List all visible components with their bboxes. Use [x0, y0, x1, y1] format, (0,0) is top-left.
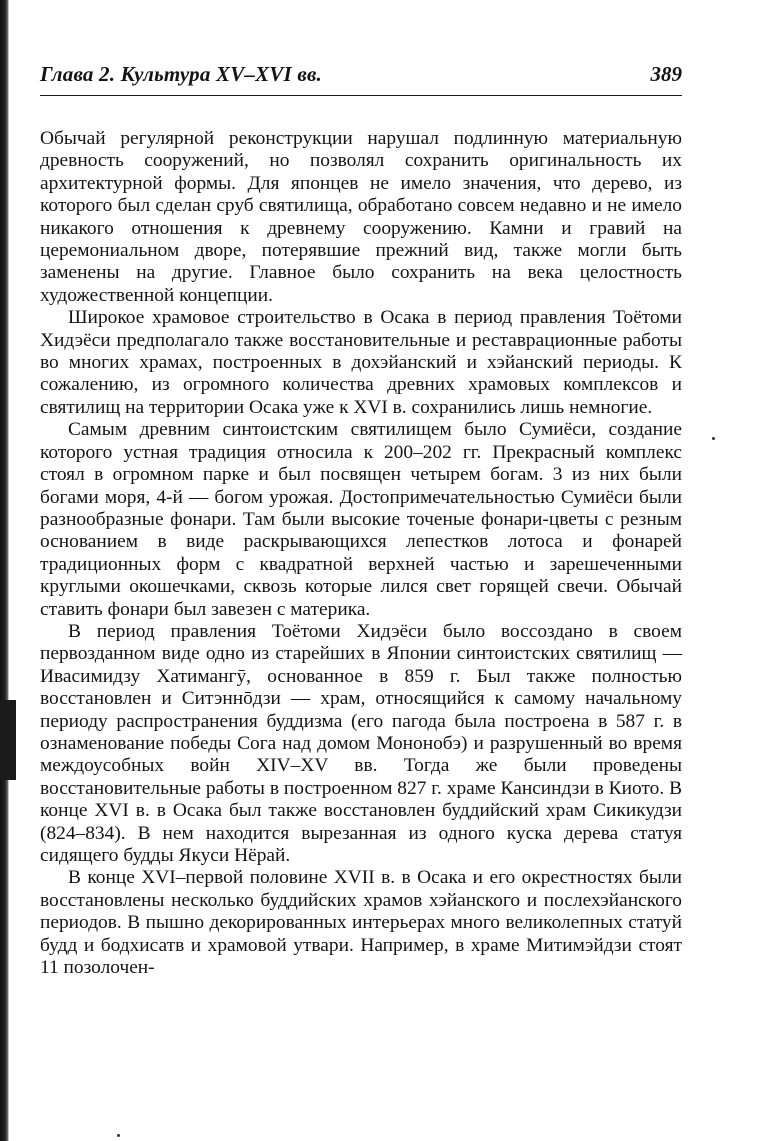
paragraph-1: Обычай регулярной реконструкции нарушал подлинную материальную древность сооружений, но позволял сохранить оригинальность их архитектурной формы. Для японцев не имело значения, что дерево, из которого был сделан сруб святилища, обработано совсем недавно и не имело никакого отношения к древнему сооружению. Камни и гравий на церемониальном дворе, потерявшие прежний вид, также могли быть заменены на другие. Главное было сохранить на века целостность художественной концепции.	[40, 128, 682, 306]
scan-binding-edge	[0, 0, 9, 1141]
body-text	[40, 128, 682, 979]
running-title: Глава 2. Культура XV–XVI вв.	[40, 62, 322, 86]
paragraph-2: Широкое храмовое строительство в Осака в период правления Тоётоми Хидэёси предполагало также восстановительные и реставрационные работы во многих храмах, построенных в дохэйанский и хэйанский периоды. К сожалению, из огромного количества древних храмовых комплексов и святилищ на территории Осака уже к XVI в. сохранились лишь немногие.	[40, 307, 682, 418]
paragraph-4: В период правления Тоётоми Хидэёси было воссоздано в своем первозданном виде одно из старейших в Японии синтоистских святилищ — Ивасимидзу Хатимангӯ, основанное в 859 г. Был также полностью восстановлен и Ситэннōдзи — храм, относящийся к самому начальному периоду распространения буддизма (его пагода была построена в 587 г. в ознаменование победы Сога над домом Мононобэ) и разрушенный во время междоусобных войн XIV–XV вв. Тогда же были проведены восстановительные работы в построенном 827 г. храме Кансиндзи в Киото. В конце XVI в. в Осака был также восстановлен буддийский храм Сикикудзи (824–834). В нем находится вырезанная из одного куска дерева статуя сидящего будды Якуси Нёрай.	[40, 620, 682, 866]
paragraph-5: В конце XVI–первой половине XVII в. в Осака и его окрестностях были восстановлены несколько буддийских храмов хэйанского и послехэйанского периодов. В пышно декорированных интерьерах много великолепных статуй будд и бодхисатв и храмовой утвари. Например, в храме Митимэйдзи стоят 11 позолочен-	[40, 867, 682, 979]
scan-speck	[117, 1134, 120, 1137]
paragraph-3: Самым древним синтоистским святилищем было Сумиёси, создание которого устная традиция относила к 200–202 гг. Прекрасный комплекс стоял в огромном парке и был посвящен четырем богам. 3 из них были богами моря, 4-й — богом урожая. Достопримечательностью Сумиёси были разнообразные фонари. Там были высокие точеные фонари-цветы с резным основанием в виде раскрывающихся лепестков лотоса и фонарей традиционных форм с квадратной верхней частью и зарешеченными круглыми окошечками, сквозь которые лился свет горящей свечи. Обычай ставить фонари был завезен с материка.	[40, 419, 682, 620]
page-number: 389	[650, 62, 682, 86]
running-head	[40, 62, 682, 92]
scan-binding-shadow	[0, 700, 16, 780]
header-rule	[40, 95, 682, 96]
scan-speck	[712, 437, 715, 440]
